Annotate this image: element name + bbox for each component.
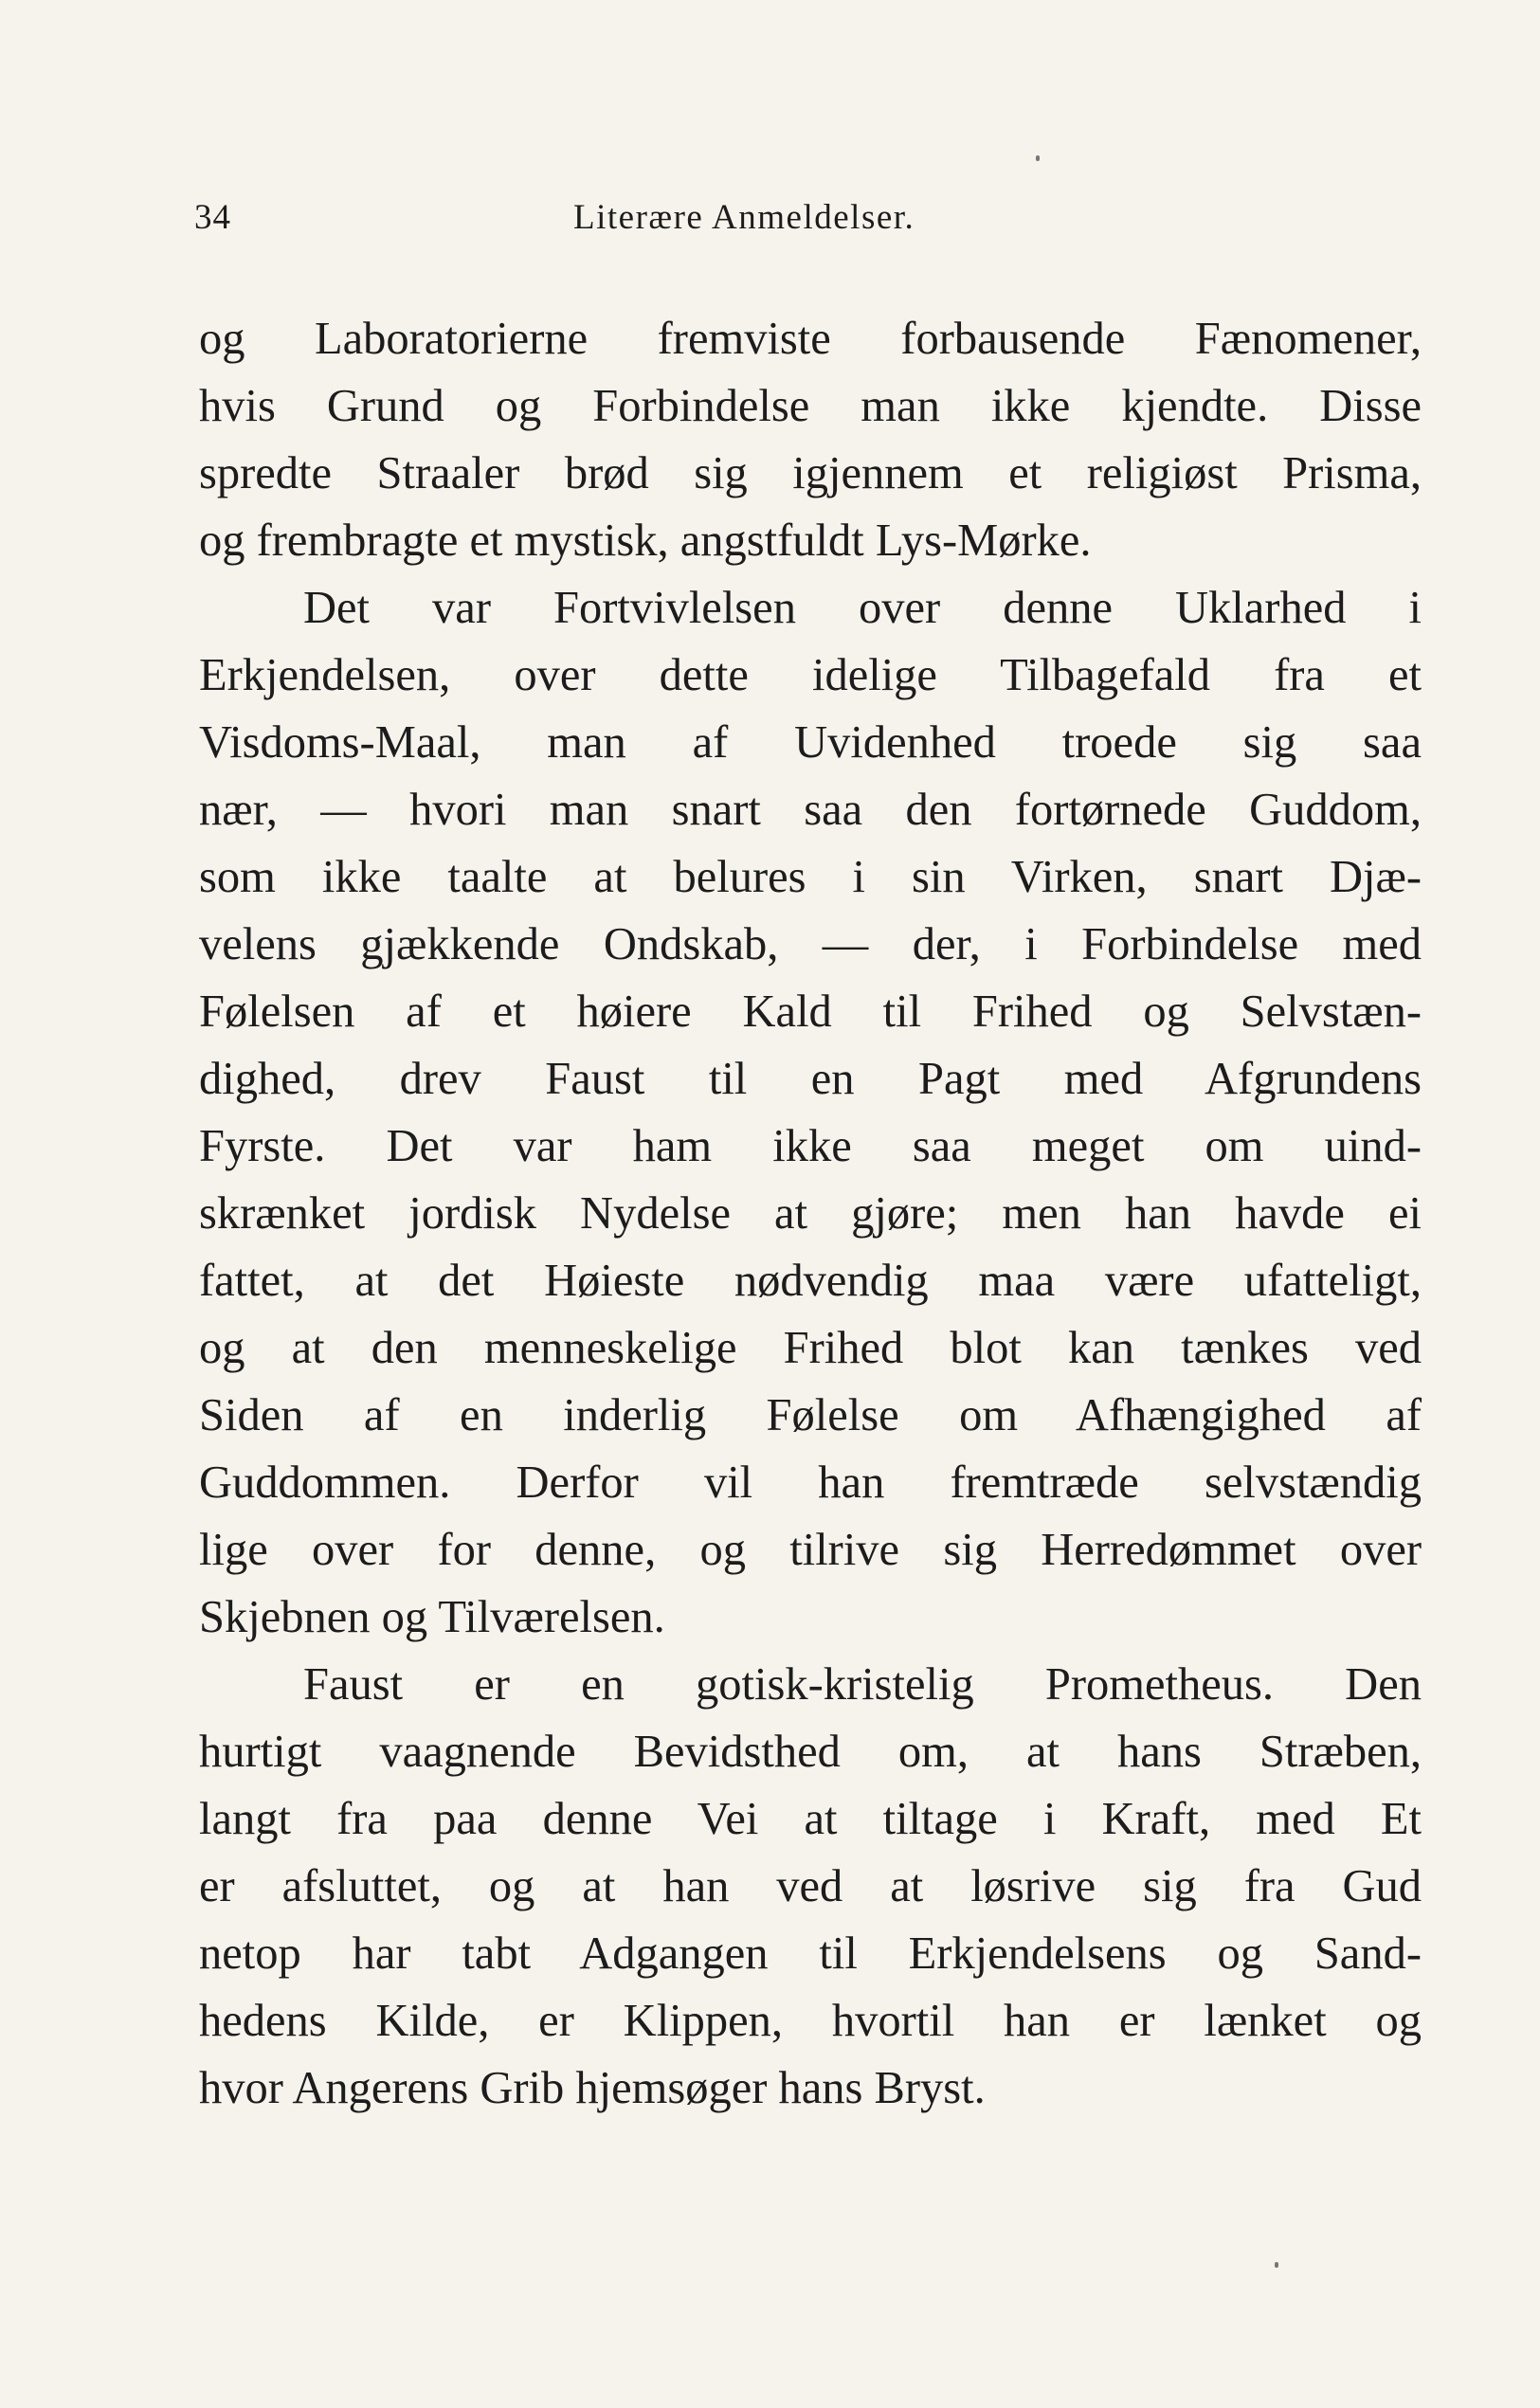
text-line: Erkjendelsen, over dette idelige Tilbagefald fra et <box>199 650 1422 700</box>
ink-speck <box>1036 155 1040 161</box>
text-line: er afsluttet, og at han ved at løsrive sig fra Gud <box>199 1861 1422 1911</box>
text-line: hvor Angerens Grib hjemsøger hans Bryst. <box>199 2063 986 2113</box>
text-line: og at den menneskelige Frihed blot kan tænkes ved <box>199 1323 1422 1373</box>
text-line: hedens Kilde, er Klippen, hvortil han er lænket og <box>199 1996 1422 2046</box>
ink-speck <box>1275 2262 1278 2268</box>
text-line: hvis Grund og Forbindelse man ikke kjendte. Disse <box>199 381 1422 431</box>
text-line: Siden af en inderlig Følelse om Afhængighed af <box>199 1390 1422 1440</box>
text-line: Faust er en gotisk-kristelig Prometheus. Den <box>303 1659 1422 1710</box>
running-head <box>194 197 1422 244</box>
text-line: Følelsen af et høiere Kald til Frihed og Selvstæn- <box>199 987 1422 1037</box>
text-line: nær, — hvori man snart saa den fortørnede Guddom, <box>199 785 1422 835</box>
text-line: Skjebnen og Tilværelsen. <box>199 1592 665 1642</box>
text-line: velens gjækkende Ondskab, — der, i Forbindelse med <box>199 919 1422 969</box>
text-line: fattet, at det Høieste nødvendig maa være ufatteligt, <box>199 1256 1422 1306</box>
text-line: hurtigt vaagnende Bevidsthed om, at hans Stræben, <box>199 1727 1422 1777</box>
text-line: lige over for denne, og tilrive sig Herredømmet over <box>199 1525 1422 1575</box>
text-line: Guddommen. Derfor vil han fremtræde selvstændig <box>199 1457 1422 1508</box>
page-number: 34 <box>194 198 231 237</box>
body-text <box>199 305 1422 2122</box>
text-line: Fyrste. Det var ham ikke saa meget om uind- <box>199 1121 1422 1171</box>
text-line: skrænket jordisk Nydelse at gjøre; men han havde ei <box>199 1188 1422 1239</box>
text-line: Det var Fortvivlelsen over denne Uklarhed i <box>303 583 1422 633</box>
text-line: og frembragte et mystisk, angstfuldt Lys-Mørke. <box>199 516 1092 566</box>
text-line: dighed, drev Faust til en Pagt med Afgrundens <box>199 1054 1422 1104</box>
text-line: langt fra paa denne Vei at tiltage i Kraft, med Et <box>199 1794 1422 1844</box>
text-line: Visdoms-Maal, man af Uvidenhed troede sig saa <box>199 717 1422 768</box>
text-line: netop har tabt Adgangen til Erkjendelsens og Sand- <box>199 1928 1422 1979</box>
text-line: og Laboratorierne fremviste forbausende Fænomener, <box>199 314 1422 364</box>
running-title: Literære Anmeldelser. <box>573 198 915 237</box>
text-line: som ikke taalte at belures i sin Virken, snart Djæ- <box>199 852 1422 902</box>
text-line: spredte Straaler brød sig igjennem et religiøst Prisma, <box>199 448 1422 498</box>
